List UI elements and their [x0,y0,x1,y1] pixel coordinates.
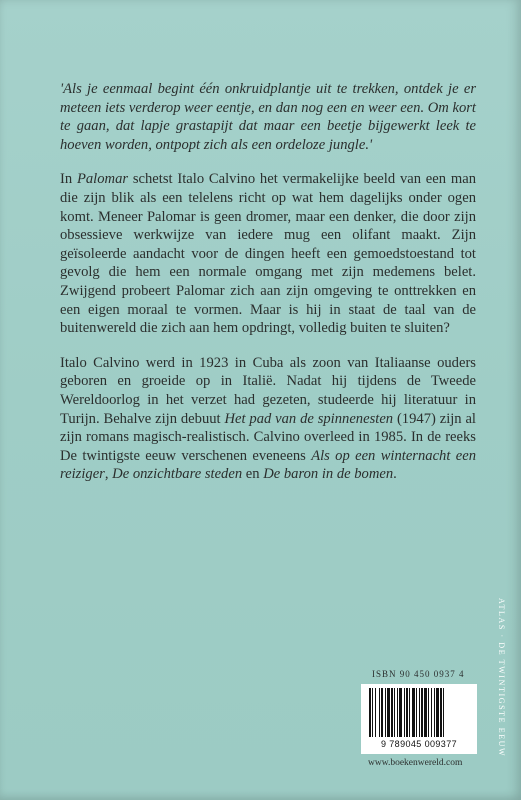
barcode-number: 9 789045 009377 [380,739,458,749]
bio-sep-2: en [242,466,264,483]
barcode [361,684,477,754]
barcode-bars-icon [369,688,469,737]
author-bio-paragraph [60,354,476,484]
bio-part-1: Italo Calvino werd in 1923 in Cuba als zoon van Italiaanse ouders geboren en groeide op in Italië. Nadat hij tijdens de Tweede Wereldoorlog in het verzet had gezeten, studeerde hij literatuur in Turijn. Behalve zijn debuut [60,354,476,427]
title-onzichtbare-steden: De onzichtbare steden [112,466,243,483]
bio-end: . [393,466,397,483]
bio-part-2: (1947) zijn al zijn romans magisch-realistisch. Calvino overleed in 1985. In de reeks De twintigste eeuw verschenen eveneens [60,410,476,464]
title-baron-in-de-bomen: De baron in de bomen [263,466,394,483]
title-het-pad: Het pad van de spinnenesten [224,410,394,427]
isbn-label: ISBN 90 450 0937 4 [372,669,465,679]
title-als-op-een-winternacht: Als op een winternacht een reiziger [60,447,477,483]
spine-series-label: ATLAS · DE TWINTIGSTE EEUW [497,598,506,758]
publisher-website: www.boekenwereld.com [368,758,463,768]
blurb-quote: 'Als je eenmaal begint één onkruidplantje uit te trekken, ontdek je er meteen iets verderop weer eentje, en dan nog een en weer een. Om kort te gaan, dat lapje grastapijt dat maar een beetje bijgewerkt leek te hoeven worden, ontpopt zich als een ordeloze jungle.' [60,81,476,153]
synopsis-body: schetst Italo Calvino het vermakelijke beeld van een man die zijn blik als een telelens richt op wat hem dagelijks onder ogen komt. Meneer Palomar is geen dromer, maar een denker, die door zijn obsessieve werkwijze van iedere mug een olifant maakt. Zijn geïsoleerde aandacht voor de dingen heeft een gemoedstoestand tot gevolg die hem een normale omgang met zijn medemens belet. Zwijgend probeert Palomar zich aan zijn omgeving te onttrekken en een eigen moraal te vormen. Maar is hij in staat de taal van de buitenwereld die zich aan hem opdringt, volledig buiten te sluiten? [60,171,476,337]
bio-sep-1: , [104,466,113,483]
cover-text [60,80,476,500]
synopsis-paragraph [60,170,476,337]
synopsis-intro: In [60,171,77,188]
book-title-palomar: Palomar [76,171,129,188]
